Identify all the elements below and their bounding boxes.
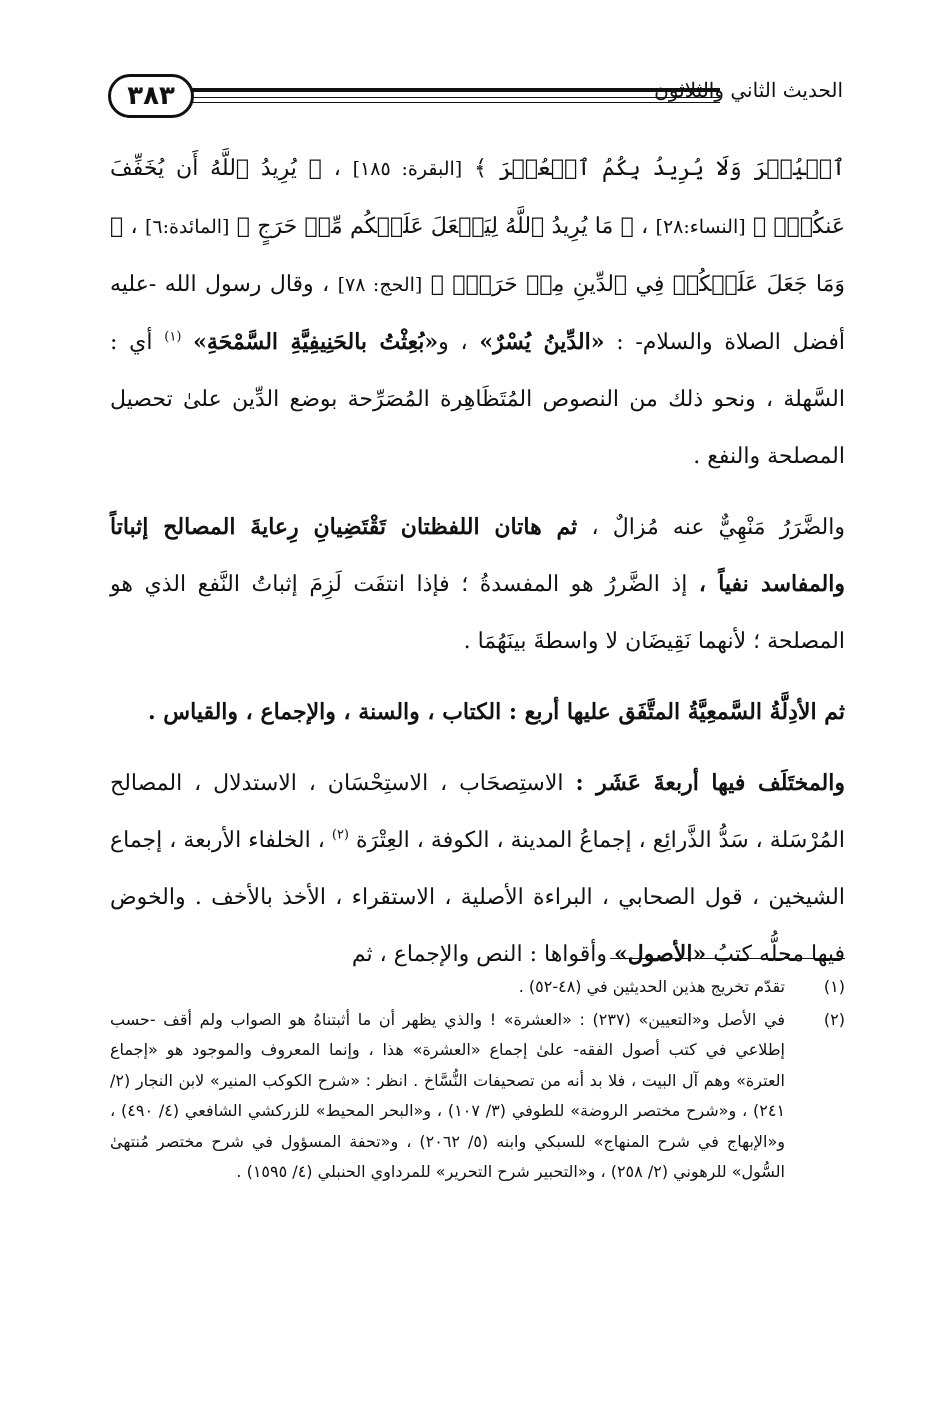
text-run: الاستِصحَاب ، الاستِحْسَان ، الاستدلال ، المصالح المُرْسَلة ، سَدُّ الذَّرائِع ، إجماعُ المدينة ، الكوفة ، العِتْرَة bbox=[110, 771, 845, 853]
footnote-number: (٢) bbox=[823, 1009, 845, 1029]
quran-verse: ، ﴿ يُرِيدُ ٱللَّهُ أَن يُخَفِّفَ عَنكُمۡۚ ﴾ bbox=[110, 156, 846, 239]
emphasized-text: ثم هاتان اللفظتان تَقْتَضِيانِ رِعايةَ المصالح إثباتاً والمفاسد نفياً ، bbox=[110, 514, 845, 597]
footnote-1 bbox=[110, 972, 845, 1003]
text-run: إذ الضَّررُ هو المفسدةُ ؛ فإذا انتفَت لَزِمَ إثباتُ النَّفع الذي هو المصلحة ؛ لأنهما نَقِيضَان لا واسطةَ بينَهُمَا . bbox=[110, 572, 845, 654]
quran-verse: ، ﴿ مَا يُرِيدُ ٱللَّهُ لِيَجۡعَلَ عَلَيۡكُم مِّنۡ حَرَجٍ ﴾ bbox=[236, 214, 649, 239]
paragraph-3: ثم الأدِلَّةُ السَّمعِيَّةُ المتَّفَق عليها أربع : الكتاب ، والسنة ، والإجماع ، والقياس . bbox=[147, 699, 845, 725]
paragraph-2 bbox=[110, 499, 845, 670]
footnote-separator bbox=[610, 958, 845, 959]
verse-reference: [النساء:٢٨] bbox=[655, 216, 746, 238]
verse-reference: [المائدة:٦] bbox=[144, 216, 230, 238]
running-header bbox=[108, 68, 843, 128]
emphasized-text: والمختَلَف فيها أربعةَ عَشَر : bbox=[575, 770, 845, 796]
text-run: أي : السَّهلة ، ونحو ذلك من النصوص المُتَظَاهِرة المُصَرِّحة بوضع الدِّين علىٰ تحصيل المصلحة والنفع . bbox=[110, 330, 845, 469]
main-text bbox=[110, 140, 845, 997]
text-run: وأقواها : النص والإجماع ، ثم bbox=[351, 942, 608, 967]
footnote-marker-1[interactable]: (١) bbox=[164, 329, 182, 345]
paragraph-1 bbox=[110, 140, 845, 485]
header-rule-thin bbox=[192, 97, 720, 98]
quran-verse: ، ﴿ وَمَا جَعَلَ عَلَيۡكُمۡ فِي ٱلدِّينِ مِنۡ حَرَجٍۚ ﴾ bbox=[110, 214, 845, 297]
text-run: ، و bbox=[438, 330, 468, 355]
hadith-quote: «الدِّينُ يُسْرٌ» bbox=[479, 329, 605, 355]
footnote-number: (١) bbox=[823, 977, 845, 996]
text-run: ، وقال رسول الله -عليه أفضل الصلاة والسلام- : bbox=[110, 272, 846, 355]
running-title: الحديث الثاني والثلاثون bbox=[654, 78, 843, 102]
footnote-text: تقدّم تخريج هذين الحديثين في (٤٨-٥٢) . bbox=[518, 977, 785, 996]
verse-reference: [الحج: ٧٨] bbox=[337, 274, 423, 296]
footnote-text: في الأصل و«التعيين» (٢٣٧) : «العشرة» ! والذي يظهر أن ما أثبتناهُ هو الصواب ولم أقف -حسب إطلاعي في كتب أصول الفقه- علىٰ إجماع «العشرة» هذا ، وإنما المعروف والموجود هو «إجماع العترة» وهم آل البيت ، فلا بد أنه من تصحيفات النُّسَّاخ . انظر : «شرح الكوكب المنير» لابن النجار (٢/ ٢٤١) ، و«شرح مختصر الروضة» للطوفي (٣/ ١٠٧) ، و«البحر المحيط» للزركشي الشافعي (٤/ ٤٩٠) ، و«الإبهاج في شرح المنهاج» للسبكي وابنه (٥/ ٢٠٦٢) ، و«تحفة المسؤول في شرح مختصر مُنتهىٰ السُّول» للرهوني (٢/ ٢٥٨) ، و«التحبير شرح التحرير» للمرداوي الحنبلي (٤/ ١٥٩٥) . bbox=[110, 1009, 786, 1181]
quran-verse: ٱلۡيُسۡرَ وَلَا يُرِيدُ بِكُمُ ٱلۡعُسۡرَ ﴾ bbox=[474, 156, 845, 181]
header-rule-thin-2 bbox=[192, 102, 720, 103]
text-run: والضَّرَرُ مَنْهِيٌّ عنه مُزالٌ ، bbox=[591, 515, 845, 540]
footnotes bbox=[110, 972, 845, 1190]
text-run: ، الخلفاء الأربعة ، إجماع الشيخين ، قول الصحابي ، البراءة الأصلية ، الاستقراء ، الأخذ بالأخف . والخوض فيها محلُّه كتبُ bbox=[110, 828, 845, 967]
footnote-marker-2[interactable]: (٢) bbox=[331, 827, 349, 843]
book-title: «الأصول» bbox=[614, 941, 707, 967]
verse-reference: [البقرة: ١٨٥] bbox=[352, 158, 463, 180]
header-rule-thick bbox=[192, 88, 720, 92]
hadith-quote: «بُعِثْتُ بالحَنِيفِيَّةِ السَّمْحَةِ» bbox=[193, 329, 439, 355]
footnote-2 bbox=[110, 1005, 845, 1188]
paragraph-4 bbox=[110, 755, 845, 983]
page-number: ٣٨٣ bbox=[108, 74, 194, 118]
